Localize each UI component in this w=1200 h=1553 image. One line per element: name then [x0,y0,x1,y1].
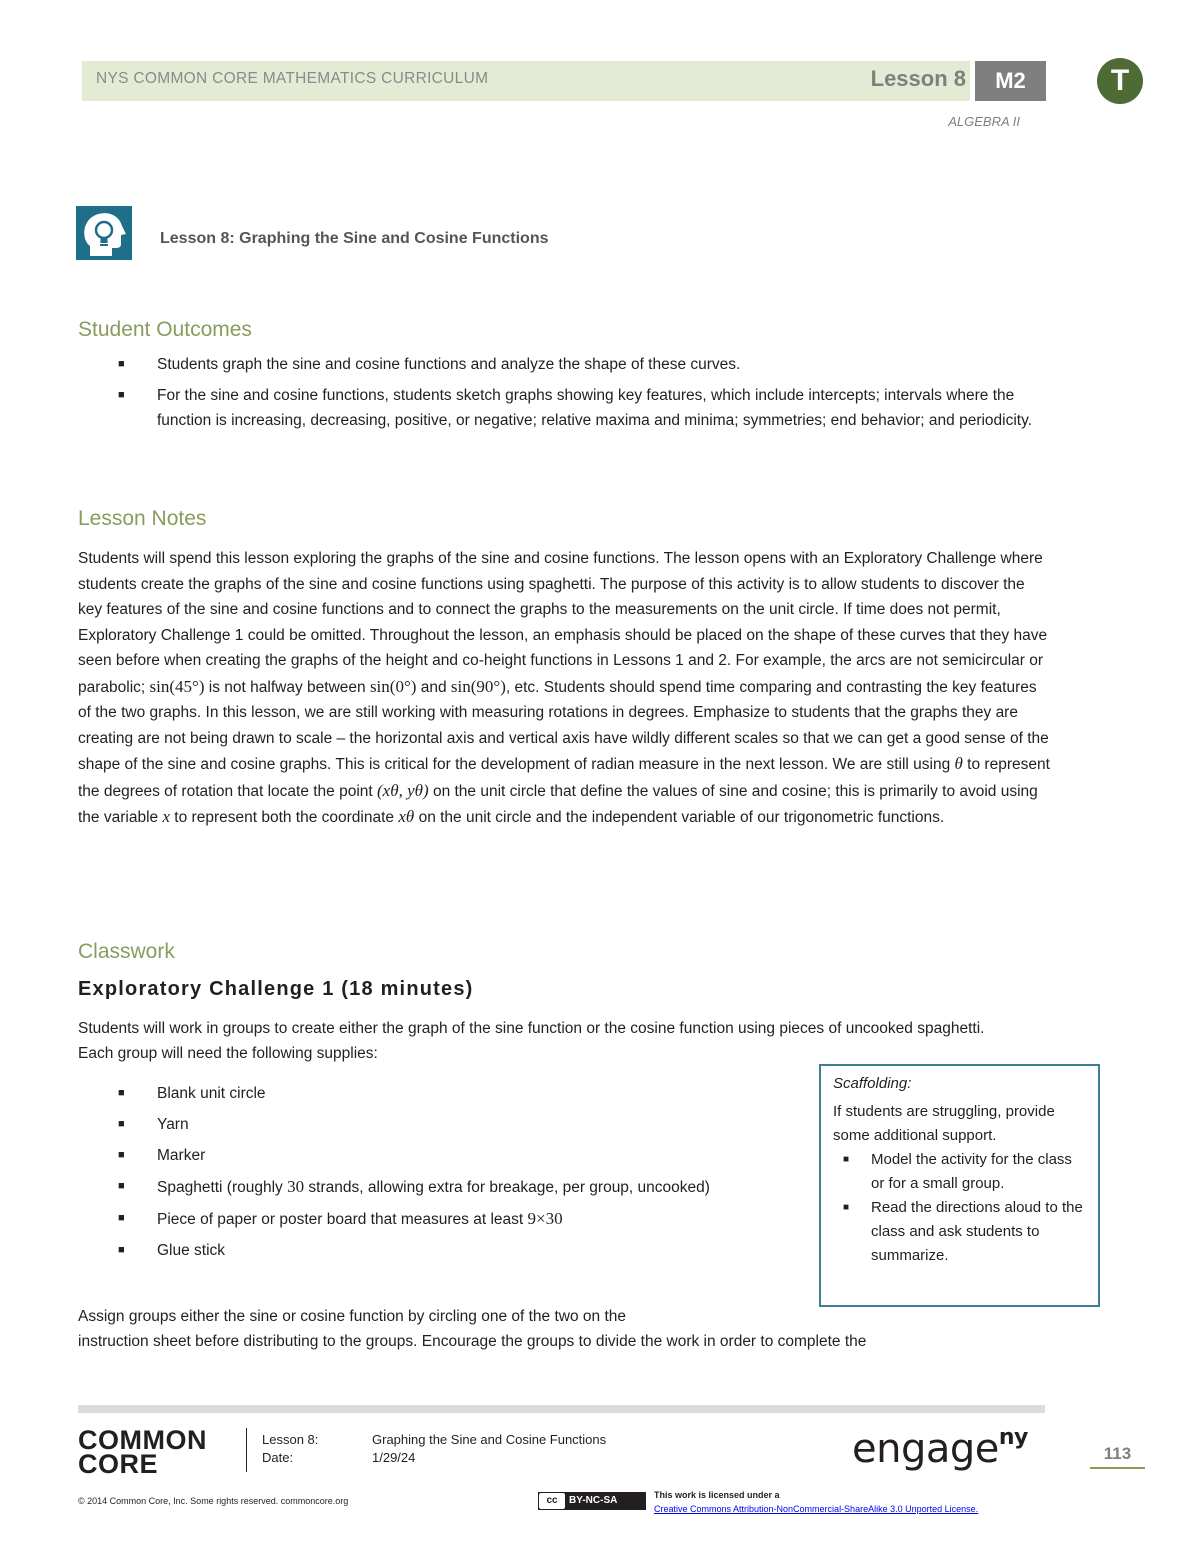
footer-date-label: Date: [262,1450,294,1465]
lesson-notes-paragraph: Students will spend this lesson exploring the graphs of the sine and cosine functions. The lesson opens with an Exploratory Challenge where students create the graphs of the sine and cosine functions using spaghetti. The purpose of this activity is to allow students to discover the key features of the sine and cosine functions and to connect the graphs to the measurements on the unit circle. If time does not permit, Exploratory Challenge 1 could be omitted. Throughout the lesson, an emphasis should be placed on the shape of these curves that they have seen before when creating the graphs of the height and co-height functions in Lessons 1 and 2. For example, the arcs are not semicircular or parabolic; sin(45°) is not halfway between sin(0°) and sin(90°), etc. Students should spend time comparing and contrasting the key features of the two graphs. In this lesson, we are still working with measuring rotations in degrees. Emphasize to students that the graphs they are creating are not being drawn to scale – the horizontal axis and vertical axis have wildly different scales so that we can get a good sense of the shape of the sine and cosine graphs. This is critical for the development of radian measure in the next lesson. We are still using θ to represent the degrees of rotation that locate the point (xθ, yθ) on the unit circle that define the values of sine and cosine; this is primarily to avoid using the variable x to represent both the coordinate xθ on the unit circle and the independent variable of our trigonometric functions. [78,550,1050,826]
cc-icon: cc [539,1493,565,1509]
list-item: ■ Piece of paper or poster board that measures at least 9×30 [78,1203,778,1235]
page-number-underline [1090,1467,1145,1469]
list-item: ■ Marker [78,1140,778,1171]
exploratory-challenge-heading: Exploratory Challenge 1 (18 minutes) [78,978,474,1000]
student-outcomes-list [78,352,1038,433]
classwork-intro: Students will work in groups to create either the graph of the sine function or the cosine function using pieces of uncooked spaghetti. Each group will need the following supplies: [78,1020,985,1062]
curriculum-title: NYS COMMON CORE MATHEMATICS CURRICULUM [96,70,489,87]
bullet-icon: ■ [843,1202,850,1213]
supplies-list [78,1078,778,1266]
student-outcomes-heading: Student Outcomes [78,318,252,341]
creative-commons-badge[interactable]: cc BY-NC-SA [538,1492,646,1510]
license-text: This work is licensed under a [654,1490,780,1500]
course-label: ALGEBRA II [948,114,1020,129]
teacher-badge: T [1097,58,1143,104]
footer-date-value: 1/29/24 [372,1450,416,1465]
page-number: 113 [1103,1444,1132,1463]
lightbulb-head-icon [76,206,132,260]
list-item: ■ Blank unit circle [78,1078,778,1109]
scaffolding-text: If students are struggling, provide some additional support. [833,1103,1055,1144]
list-item: ■ For the sine and cosine functions, students sketch graphs showing key features, which include intercepts; intervals where the function is increasing, decreasing, positive, or negative; relative maxima and minima; symmetries; end behavior; and periodicity. [78,383,1038,433]
scaffolding-box [819,1064,1100,1307]
list-item: ■ Students graph the sine and cosine functions and analyze the shape of these curves. [78,352,1038,377]
module-badge: M2 [975,61,1046,101]
common-core-logo: COMMON CORE [78,1425,207,1479]
bullet-icon: ■ [118,1149,125,1161]
bullet-icon: ■ [118,1212,125,1224]
list-item: ■ Read the directions aloud to the class and ask students to summarize. [833,1196,1086,1268]
assign-line-2: instruction sheet before distributing to the groups. Encourage the groups to divide the work in order to complete the [78,1333,867,1350]
bullet-icon: ■ [118,1244,125,1256]
assign-line-1: Assign groups either the sine or cosine function by circling one of the two on the [78,1308,626,1325]
bullet-icon: ■ [118,1118,125,1130]
lesson-notes-heading: Lesson Notes [78,507,207,530]
bullet-icon: ■ [118,389,125,401]
scaffolding-title: Scaffolding: [833,1075,912,1092]
bullet-icon: ■ [118,1087,125,1099]
list-item: ■ Model the activity for the class or for a small group. [833,1148,1086,1196]
bullet-icon: ■ [843,1154,850,1165]
engageny-logo: engage$^{ny}$ [852,1424,1028,1472]
list-item: ■ Yarn [78,1109,778,1140]
footer-divider [246,1428,247,1472]
footer-rule [78,1405,1045,1413]
footer-lesson-label: Lesson 8: [262,1432,319,1447]
lesson-title: Lesson 8: Graphing the Sine and Cosine Functions [160,230,549,247]
list-item: ■ Spaghetti (roughly 30 strands, allowing extra for breakage, per group, uncooked) [78,1171,778,1203]
classwork-heading: Classwork [78,940,175,963]
copyright: © 2014 Common Core, Inc. Some rights reserved. commoncore.org [78,1496,349,1506]
footer-lesson-value: Graphing the Sine and Cosine Functions [372,1432,607,1447]
license-link[interactable]: Creative Commons Attribution-NonCommercial-ShareAlike 3.0 Unported License. [654,1504,979,1514]
lesson-label: Lesson 8 [870,66,966,91]
bullet-icon: ■ [118,358,125,370]
bullet-icon: ■ [118,1180,125,1192]
list-item: ■ Glue stick [78,1235,778,1266]
